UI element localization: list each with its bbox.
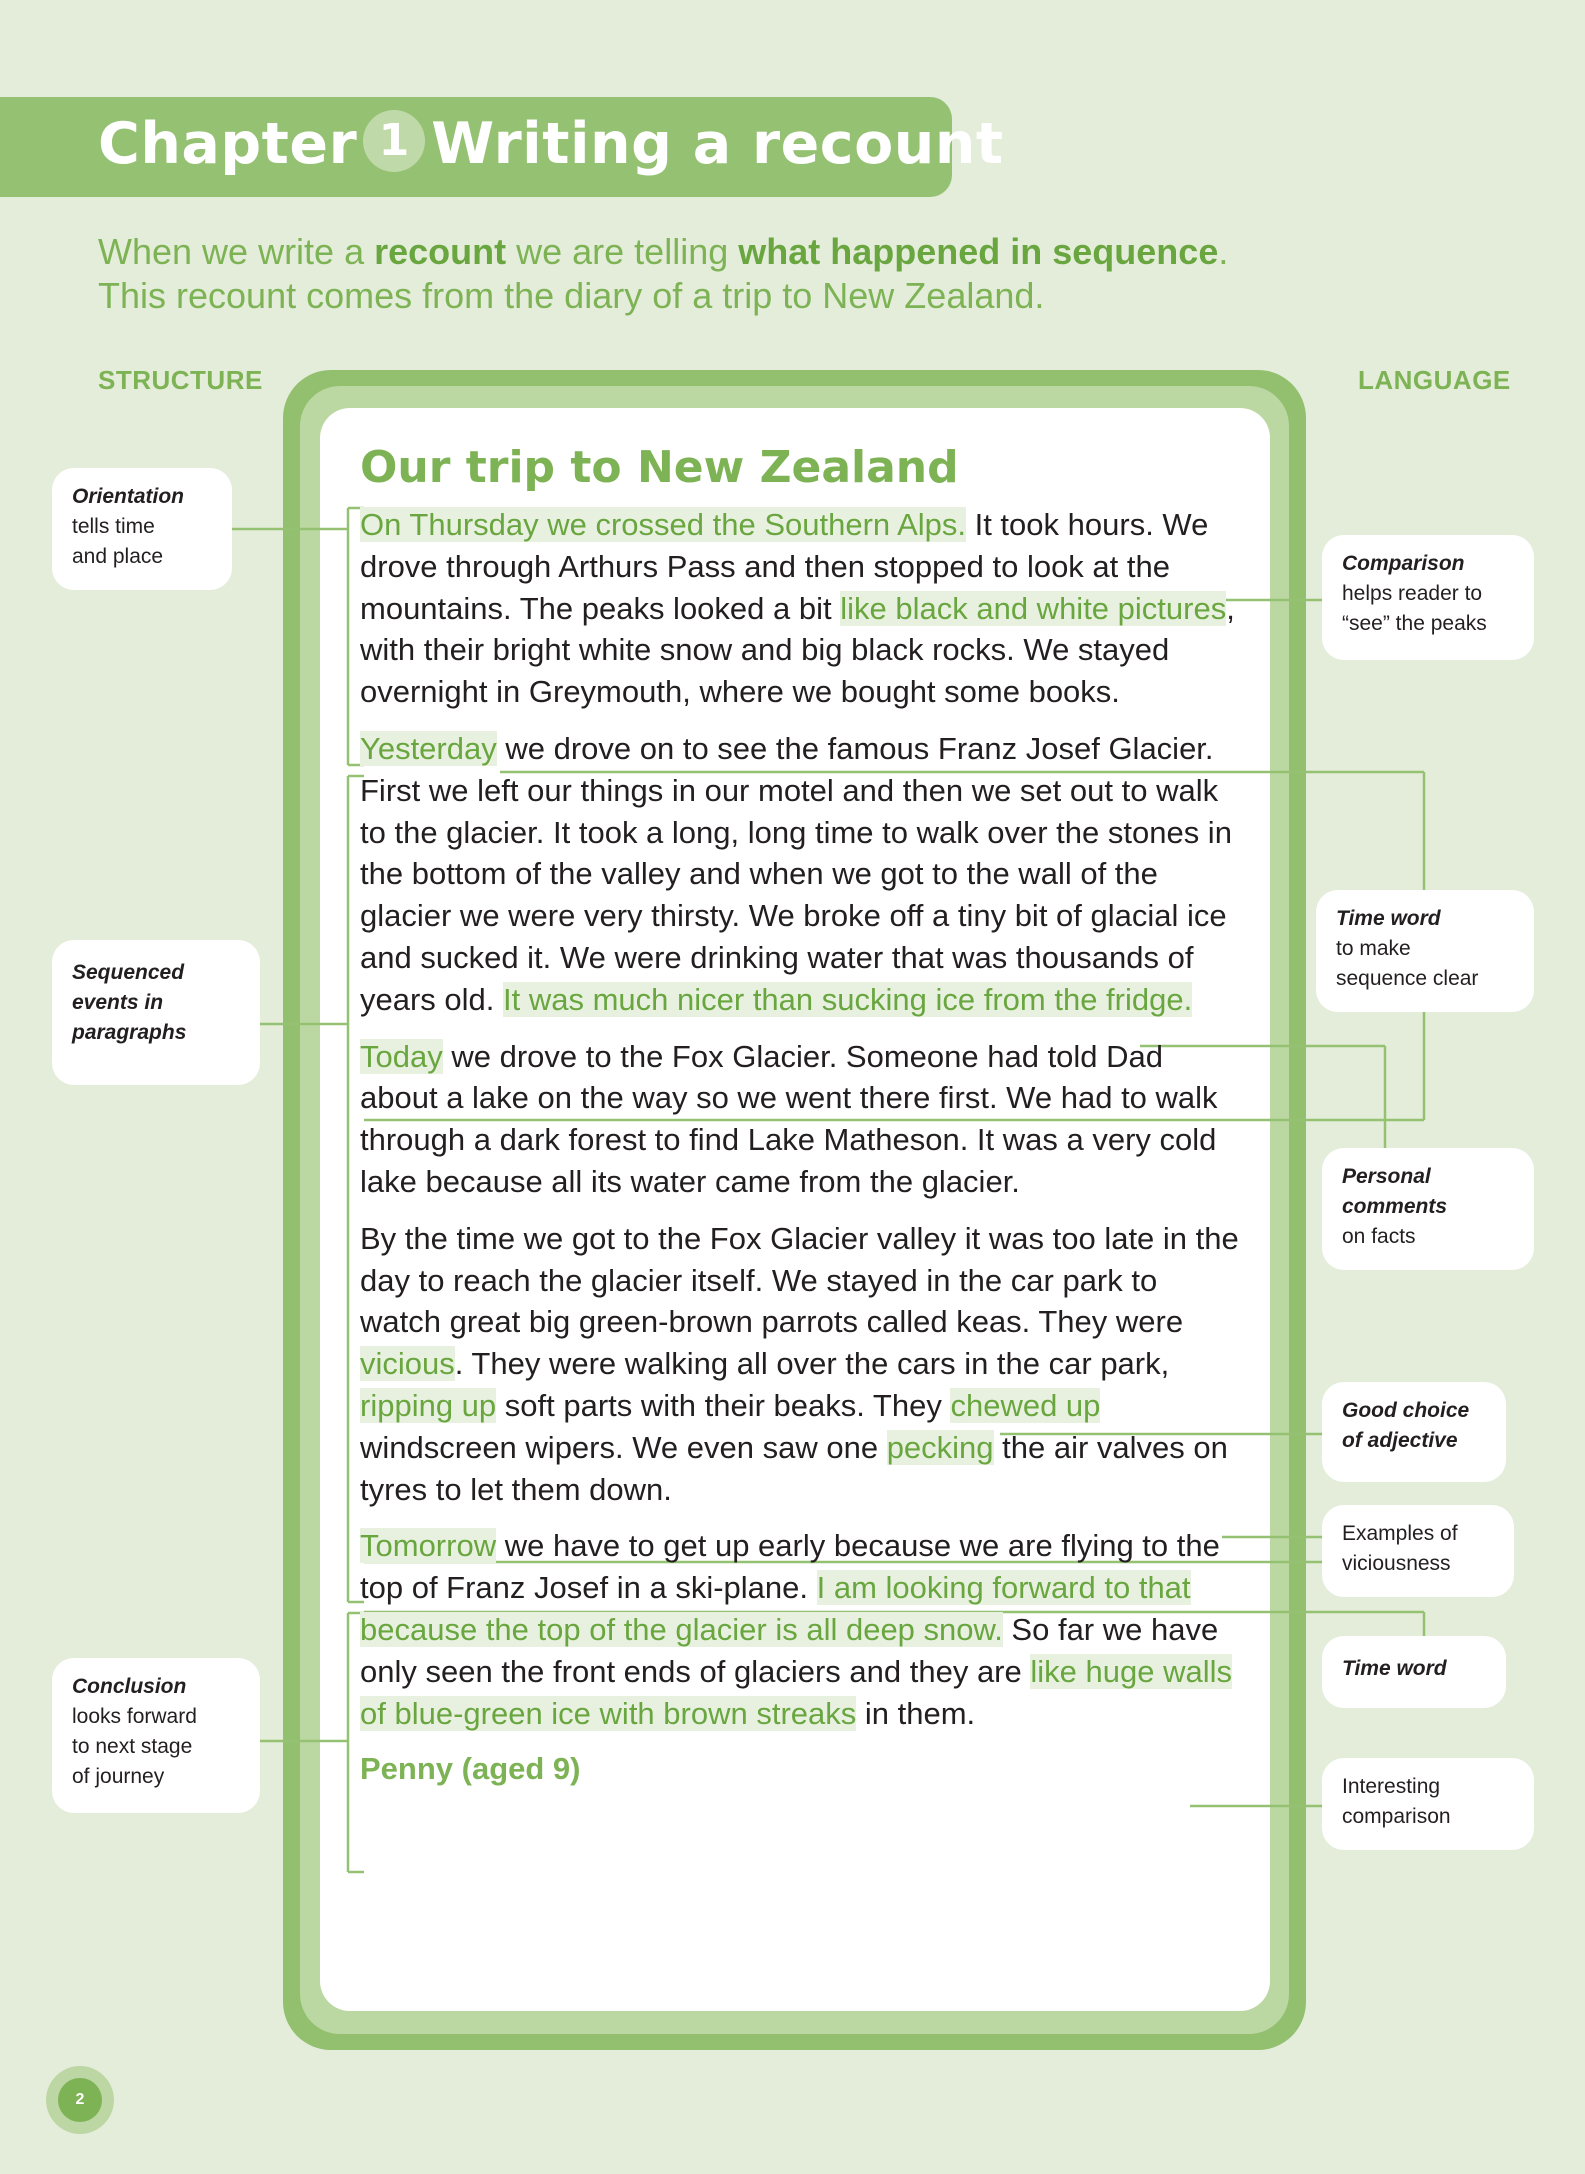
- story-text: the air valves on tyres to let them down.: [360, 1429, 1228, 1507]
- story-text: It took hours. We drove through Arthurs Pass and then stopped to look at the mountains. The peaks looked a bit: [360, 507, 1209, 626]
- interesting-comparison-highlight: like huge walls of blue-green ice with brown streaks: [360, 1653, 1232, 1731]
- note-conclusion: [52, 1658, 260, 1813]
- paragraph-4: [360, 1218, 1240, 1511]
- note-line: tells time: [72, 515, 155, 538]
- note-personal-comments: [1322, 1148, 1534, 1270]
- note-time-word: [1322, 1636, 1506, 1708]
- note-line: looks forward: [72, 1705, 197, 1728]
- story-text: By the time we got to the Fox Glacier valley it was too late in the day to reach the glacier itself. We stayed in the car park to watch great big green-brown parrots called keas. They were: [360, 1220, 1239, 1340]
- intro-keyword-recount: recount: [374, 231, 507, 272]
- note-line: sequence clear: [1336, 967, 1479, 990]
- chapter-word: Chapter: [98, 111, 358, 177]
- viciousness-example-highlight: ripping up: [360, 1387, 497, 1423]
- story-text: soft parts with their beaks. They: [496, 1387, 951, 1423]
- intro-text-part: we are telling: [506, 231, 739, 272]
- note-good-adjective: [1322, 1382, 1506, 1482]
- chapter-number-badge: 1: [363, 110, 425, 172]
- story-text: we drove to the Fox Glacier. Someone had told Dad about a lake on the way so we went there first. We had to walk through a dark forest to find Lake Matheson. It was a very cold lake because all its water came from the glacier.: [360, 1038, 1218, 1199]
- note-title: Good choice: [1342, 1399, 1470, 1422]
- note-line: viciousness: [1342, 1552, 1451, 1575]
- viciousness-example-highlight: chewed up: [950, 1387, 1101, 1423]
- note-title: Conclusion: [72, 1675, 187, 1698]
- intro-text-part: .: [1218, 231, 1229, 272]
- adjective-highlight: vicious: [360, 1346, 455, 1382]
- note-line: of journey: [72, 1765, 165, 1788]
- note-line: on facts: [1342, 1225, 1416, 1248]
- note-sequenced-events: [52, 940, 260, 1085]
- story-signature: Penny (aged 9): [360, 1751, 581, 1787]
- time-word-tomorrow: Tomorrow: [360, 1528, 497, 1564]
- personal-comment-highlight: It was much nicer than sucking ice from the fridge.: [503, 981, 1193, 1017]
- story-text: . They were walking all over the cars in the car park,: [454, 1346, 1170, 1382]
- page-number: 2: [58, 2078, 102, 2122]
- note-title: Sequenced: [72, 961, 185, 984]
- intro-text-part: When we write a: [98, 231, 375, 272]
- note-title: Time word: [1342, 1657, 1447, 1680]
- note-line: helps reader to: [1342, 582, 1483, 605]
- time-word-yesterday: Yesterday: [360, 730, 497, 766]
- note-interesting-comparison: [1322, 1758, 1534, 1850]
- story-body: [360, 440, 1240, 1790]
- paragraph-1: [360, 504, 1240, 713]
- story-text: we drove on to see the famous Franz Josef Glacier. First we left our things in our motel and then we set out to walk to the glacier. It took a long, long time to walk over the stones in the bottom of the valley and when we got to the wall of the glacier we were very thirsty. We broke off a tiny bit of glacial ice and sucked it. We were drinking water that was thousands of years old.: [360, 730, 1232, 1017]
- time-word-today: Today: [360, 1038, 443, 1074]
- note-title: comments: [1342, 1195, 1448, 1218]
- note-orientation: [52, 468, 232, 590]
- note-viciousness: [1322, 1505, 1514, 1597]
- note-line: and place: [72, 545, 164, 568]
- story-title: Our trip to New Zealand: [360, 442, 959, 493]
- paragraph-2: [360, 728, 1240, 1021]
- note-title: of adjective: [1342, 1429, 1458, 1452]
- note-line: comparison: [1342, 1805, 1451, 1828]
- note-line: “see” the peaks: [1342, 612, 1487, 635]
- chapter-title: Writing a recount: [431, 111, 1004, 177]
- note-line: to next stage: [72, 1735, 193, 1758]
- note-title: Orientation: [72, 485, 185, 508]
- intro-line-2: This recount comes from the diary of a trip to New Zealand.: [98, 275, 1045, 316]
- story-text: , with their bright white snow and big black rocks. We stayed overnight in Greymouth, where we bought some books.: [360, 590, 1235, 710]
- note-title: Time word: [1336, 907, 1441, 930]
- story-text: we have to get up early because we are flying to the top of Franz Josef in a ski-plane.: [360, 1528, 1220, 1606]
- story-text: So far we have only seen the front ends of glaciers and they are: [360, 1611, 1219, 1689]
- comparison-highlight: like black and white pictures: [840, 590, 1227, 626]
- story-text: windscreen wipers. We even saw one: [360, 1429, 887, 1465]
- orientation-highlight: On Thursday we crossed the Southern Alps.: [360, 507, 966, 542]
- note-title: Comparison: [1342, 552, 1465, 575]
- structure-heading: STRUCTURE: [98, 365, 263, 395]
- note-title: events in: [72, 991, 164, 1014]
- note-comparison: [1322, 535, 1534, 660]
- language-heading: LANGUAGE: [1358, 365, 1511, 395]
- note-line: Interesting: [1342, 1775, 1441, 1798]
- note-line: to make: [1336, 937, 1411, 960]
- intro-keyword-sequence: what happened in sequence: [738, 231, 1219, 272]
- note-title: paragraphs: [72, 1021, 187, 1044]
- conclusion-highlight: I am looking forward to that because the top of the glacier is all deep snow.: [360, 1570, 1191, 1647]
- note-time-word-sequence: [1316, 890, 1534, 1012]
- note-title: Personal: [1342, 1165, 1431, 1188]
- note-line: Examples of: [1342, 1522, 1458, 1545]
- viciousness-example-highlight: pecking: [886, 1429, 994, 1465]
- story-text: in them.: [856, 1695, 976, 1731]
- paragraph-5: [360, 1525, 1240, 1734]
- paragraph-3: [360, 1036, 1240, 1203]
